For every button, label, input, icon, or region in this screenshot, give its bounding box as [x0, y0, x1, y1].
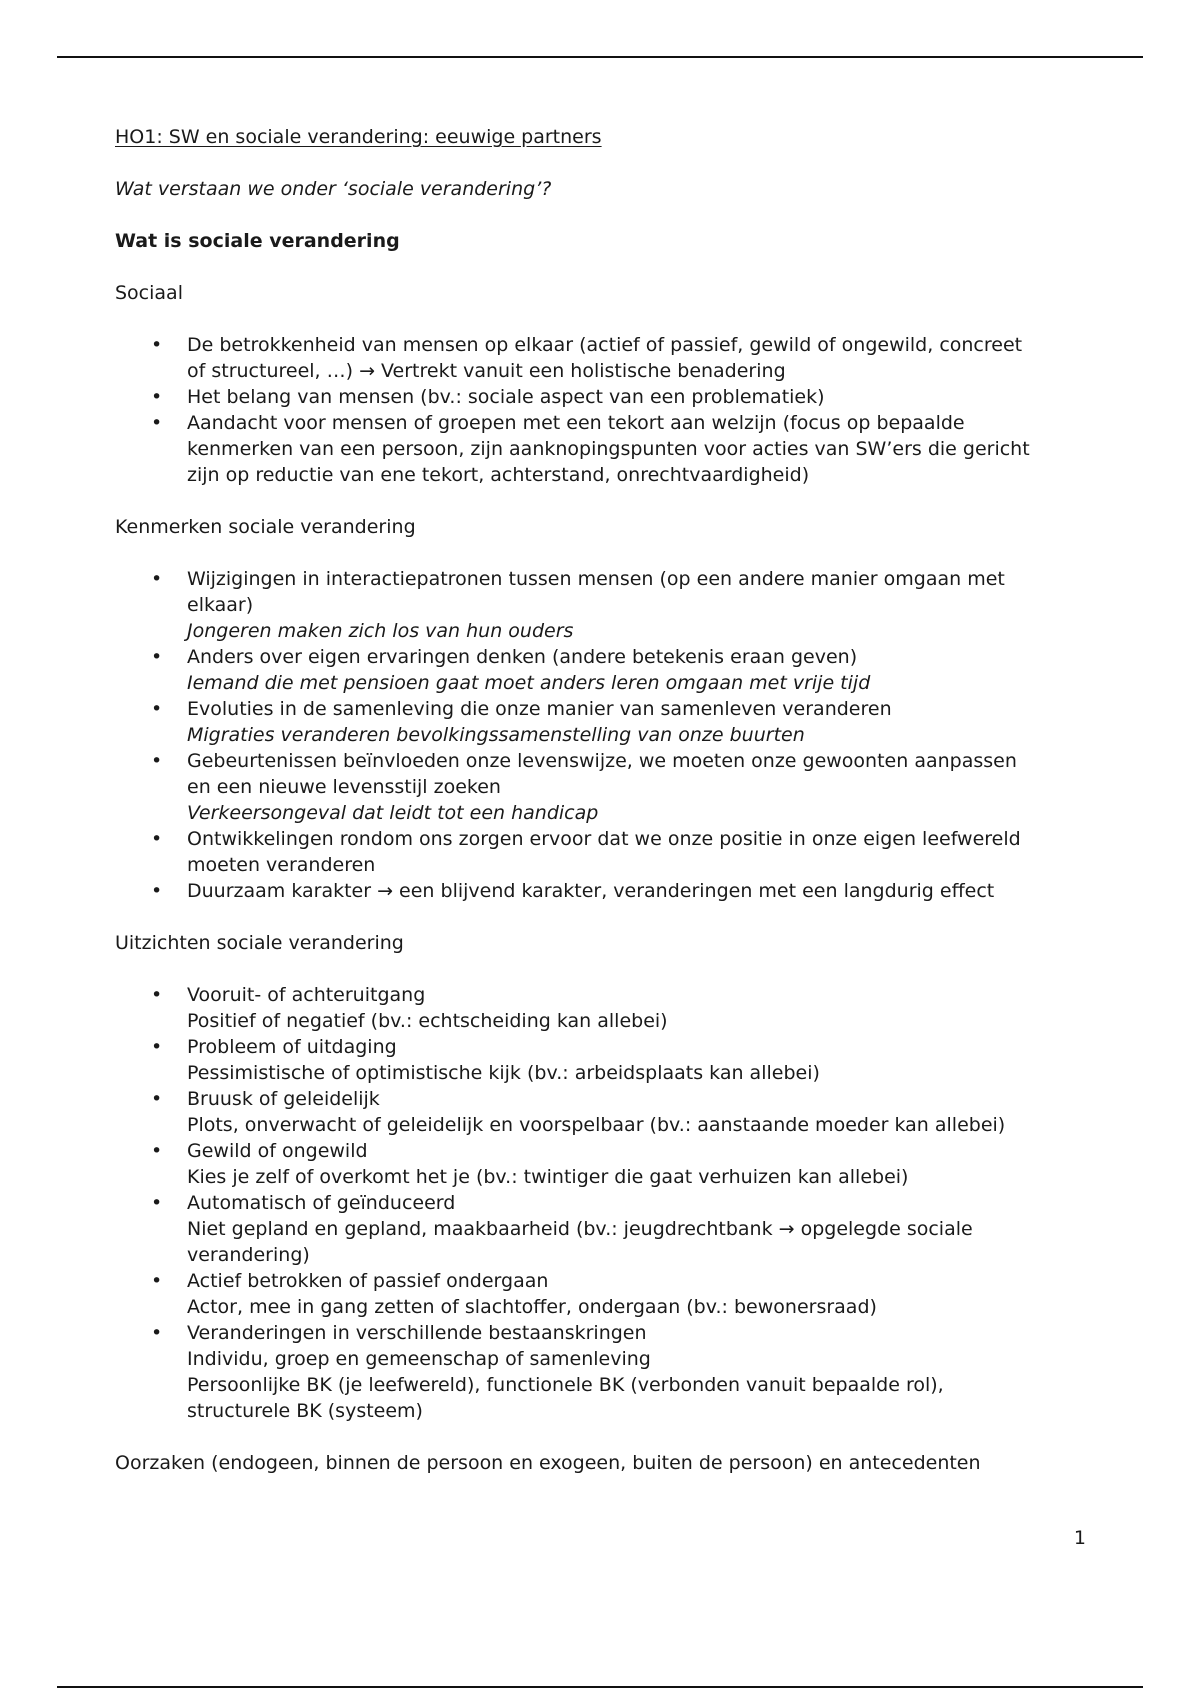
list-item-text: Duurzaam karakter → een blijvend karakter, veranderingen met een langdurig effect	[187, 880, 995, 902]
bullet-icon: •	[151, 1270, 163, 1292]
section-heading-kenmerken: Kenmerken sociale verandering	[115, 516, 416, 538]
bullet-icon: •	[151, 984, 163, 1006]
list-item	[115, 878, 1095, 904]
bullet-icon: •	[151, 1322, 163, 1344]
list-item	[115, 1190, 1095, 1268]
list-item-example: Jongeren maken zich los van hun ouders	[187, 620, 574, 642]
section-heading-uitzichten: Uitzichten sociale verandering	[115, 932, 404, 954]
list-item-text: Gebeurtenissen beïnvloeden onze levenswijze, we moeten onze gewoonten aanpassen	[187, 750, 1017, 772]
list-item-text: verandering)	[187, 1244, 310, 1266]
list-item-text: zijn op reductie van ene tekort, achterstand, onrechtvaardigheid)	[187, 464, 810, 486]
list-item	[115, 1086, 1095, 1138]
list-item	[115, 644, 1095, 696]
list-item	[115, 748, 1095, 826]
bullet-icon: •	[151, 1140, 163, 1162]
list-item-text: Het belang van mensen (bv.: sociale aspect van een problematiek)	[187, 386, 825, 408]
list-item-text: Persoonlijke BK (je leefwereld), functionele BK (verbonden vanuit bepaalde rol),	[187, 1374, 944, 1396]
list-item	[115, 384, 1095, 410]
bullet-list-kenmerken	[115, 566, 1095, 904]
bullet-icon: •	[151, 646, 163, 668]
list-item	[115, 982, 1095, 1034]
list-item	[115, 332, 1095, 384]
main-heading: Wat is sociale verandering	[115, 230, 400, 252]
bullet-icon: •	[151, 1192, 163, 1214]
list-item-text: Anders over eigen ervaringen denken (andere betekenis eraan geven)	[187, 646, 858, 668]
list-item-text: Niet gepland en gepland, maakbaarheid (bv.: jeugdrechtbank → opgelegde sociale	[187, 1218, 973, 1240]
list-item	[115, 696, 1095, 748]
list-item-text: elkaar)	[187, 594, 254, 616]
list-item-text: Vooruit- of achteruitgang	[187, 984, 426, 1006]
list-item-text: Pessimistische of optimistische kijk (bv.: arbeidsplaats kan allebei)	[187, 1062, 820, 1084]
guiding-question: Wat verstaan we onder ‘sociale verandering’?	[115, 178, 552, 200]
bullet-icon: •	[151, 386, 163, 408]
bullet-icon: •	[151, 568, 163, 590]
list-item-text: Kies je zelf of overkomt het je (bv.: twintiger die gaat verhuizen kan allebei)	[187, 1166, 909, 1188]
list-item-text: Bruusk of geleidelijk	[187, 1088, 380, 1110]
footer-rule	[57, 1686, 1143, 1688]
document-title: HO1: SW en sociale verandering: eeuwige partners	[115, 126, 602, 148]
list-item-text: Evoluties in de samenleving die onze manier van samenleven veranderen	[187, 698, 892, 720]
bullet-icon: •	[151, 334, 163, 356]
list-item-example: Verkeersongeval dat leidt tot een handicap	[187, 802, 599, 824]
page-number: 1	[1073, 1527, 1086, 1549]
bullet-list-uitzichten	[115, 982, 1095, 1424]
list-item	[115, 1268, 1095, 1320]
list-item-text: Gewild of ongewild	[187, 1140, 368, 1162]
list-item-example: Iemand die met pensioen gaat moet anders leren omgaan met vrije tijd	[187, 672, 871, 694]
list-item	[115, 826, 1095, 878]
list-item-example: Migraties veranderen bevolkingssamenstelling van onze buurten	[187, 724, 805, 746]
list-item-text: moeten veranderen	[187, 854, 376, 876]
list-item-text: Ontwikkelingen rondom ons zorgen ervoor dat we onze positie in onze eigen leefwereld	[187, 828, 1021, 850]
list-item-text: en een nieuwe levensstijl zoeken	[187, 776, 501, 798]
list-item-text: Probleem of uitdaging	[187, 1036, 397, 1058]
closing-line: Oorzaken (endogeen, binnen de persoon en exogeen, buiten de persoon) en antecedenten	[115, 1452, 981, 1474]
list-item	[115, 1320, 1095, 1424]
bullet-icon: •	[151, 1036, 163, 1058]
list-item	[115, 1138, 1095, 1190]
list-item-text: Plots, onverwacht of geleidelijk en voorspelbaar (bv.: aanstaande moeder kan allebei)	[187, 1114, 1006, 1136]
list-item-text: Individu, groep en gemeenschap of samenleving	[187, 1348, 651, 1370]
list-item-text: Aandacht voor mensen of groepen met een tekort aan welzijn (focus op bepaalde	[187, 412, 965, 434]
list-item-text: Actief betrokken of passief ondergaan	[187, 1270, 549, 1292]
bullet-icon: •	[151, 1088, 163, 1110]
bullet-icon: •	[151, 412, 163, 434]
list-item-text: De betrokkenheid van mensen op elkaar (actief of passief, gewild of ongewild, concreet	[187, 334, 1023, 356]
bullet-icon: •	[151, 750, 163, 772]
list-item	[115, 1034, 1095, 1086]
document-body	[115, 124, 1095, 1476]
list-item-text: Automatisch of geïnduceerd	[187, 1192, 456, 1214]
list-item-text: kenmerken van een persoon, zijn aanknopingspunten voor acties van SW’ers die gericht	[187, 438, 1030, 460]
bullet-icon: •	[151, 828, 163, 850]
list-item-text: structurele BK (systeem)	[187, 1400, 423, 1422]
bullet-icon: •	[151, 698, 163, 720]
section-heading-sociaal: Sociaal	[115, 282, 183, 304]
list-item-text: Wijzigingen in interactiepatronen tussen mensen (op een andere manier omgaan met	[187, 568, 1005, 590]
list-item	[115, 410, 1095, 488]
bullet-icon: •	[151, 880, 163, 902]
list-item	[115, 566, 1095, 644]
header-rule	[57, 56, 1143, 58]
list-item-text: Actor, mee in gang zetten of slachtoffer, ondergaan (bv.: bewonersraad)	[187, 1296, 877, 1318]
list-item-text: of structureel, …) → Vertrekt vanuit een holistische benadering	[187, 360, 786, 382]
list-item-text: Veranderingen in verschillende bestaanskringen	[187, 1322, 647, 1344]
list-item-text: Positief of negatief (bv.: echtscheiding kan allebei)	[187, 1010, 668, 1032]
bullet-list-sociaal	[115, 332, 1095, 488]
